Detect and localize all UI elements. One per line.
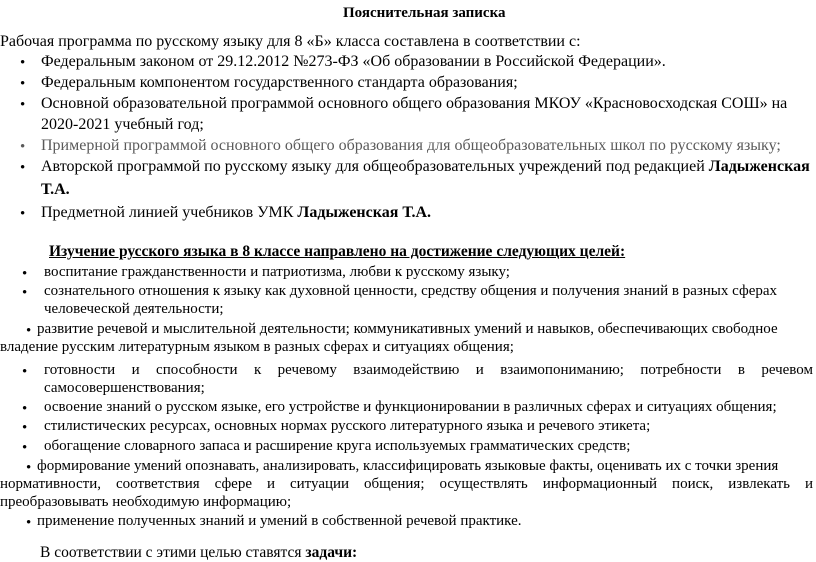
bullet-icon: • [20,139,26,155]
page-title: Пояснительная записка [343,5,506,21]
basis-author-initials: Т.А. [41,181,70,198]
goal-item: формирование умений опознавать, анализировать, классифицировать языковые факты, оценивать их с точки зрения [37,458,779,474]
goal-item-cont: преобразовывать необходимую информацию; [0,494,292,510]
intro-paragraph: Рабочая программа по русскому языку для 8 «Б» класса составлена в соответствии с: [0,33,581,50]
basis-item-law: Федеральным законом от 29.12.2012 №273-ФЗ «Об образовании в Российской Федерации». [41,53,666,70]
basis-item-program-cont: 2020-2021 учебный год; [41,116,204,133]
bullet-icon: • [20,97,26,113]
basis-author-text: Авторской программой по русскому языку для общеобразовательных учреждений под редакцией [41,158,709,175]
goal-item-cont: нормативности, соответствия сфере и ситуации общения; осуществлять информационный поиск, извлекать и [0,476,813,492]
bullet-icon: • [26,460,32,476]
bullet-icon: • [26,323,32,339]
bullet-icon: • [20,160,26,176]
bullet-icon: • [22,266,28,282]
tasks-intro [40,544,357,562]
basis-textbooks-author: Ладыженская Т.А. [297,204,431,221]
goal-item: сознательного отношения к языку как духовной ценности, средству общения и получения знаний в разных сферах [44,283,778,299]
basis-item-textbooks [41,204,431,222]
goal-item: стилистических ресурсах, основных нормах русского литературного языка и речевого этикета; [44,418,651,434]
goal-item: готовности и способности к речевому взаимодействию и взаимопониманию; потребности в речевом [44,362,813,378]
basis-item-author-program [41,158,810,176]
bullet-icon: • [22,440,28,456]
basis-item-program: Основной образовательной программой основного общего образования МКОУ «Красновосходская СОШ» на [41,95,788,112]
basis-item-sample-program: Примерной программой основного общего образования для общеобразовательных школ по русскому языку; [41,137,781,154]
goal-item: освоение знаний о русском языке, его устройстве и функционировании в различных сферах и ситуациях общения; [44,399,777,415]
bullet-icon: • [22,401,28,417]
bullet-icon: • [22,364,28,380]
bullet-icon: • [22,420,28,436]
bullet-icon: • [20,55,26,71]
bullet-icon: • [20,76,26,92]
tasks-prefix: В соответствии с этими целью ставятся [40,544,306,561]
goal-item: развитие речевой и мыслительной деятельности; коммуникативных умений и навыков, обеспечивающих свободное [37,321,778,337]
goal-item: применение полученных знаний и умений в собственной речевой практике. [37,513,522,529]
goal-item: обогащение словарного запаса и расширение круга используемых грамматических средств; [44,438,631,454]
bullet-icon: • [26,515,32,531]
basis-textbooks-text: Предметной линией учебников УМК [41,204,298,221]
tasks-label: задачи [305,544,352,561]
goal-item-cont: человеческой деятельности; [44,301,224,317]
goals-heading: Изучение русского языка в 8 классе направлено на достижение следующих целей: [49,243,626,260]
basis-author-name: Ладыженская [708,158,810,175]
bullet-icon: • [20,206,26,222]
bullet-icon: • [22,285,28,301]
tasks-colon: : [352,544,358,561]
basis-item-standard: Федеральным компонентом государственного стандарта образования; [41,74,518,91]
goal-item-cont: владение русским литературным языком в разных сферах и ситуациях общения; [0,339,514,355]
goal-item-cont: самосовершенствования; [44,380,205,396]
goal-item: воспитание гражданственности и патриотизма, любви к русскому языку; [44,264,510,280]
